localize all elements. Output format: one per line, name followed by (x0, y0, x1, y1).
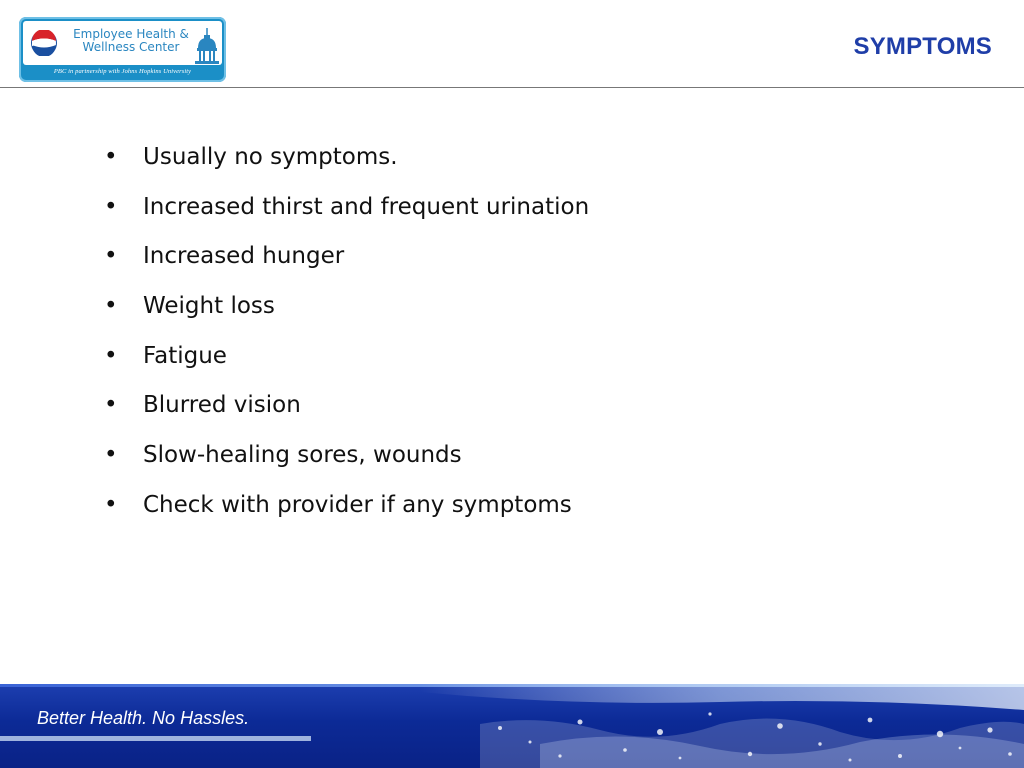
logo-name-line2: Wellness Center (82, 40, 180, 54)
slide-title: SYMPTOMS (853, 33, 992, 60)
logo-wordmark (71, 28, 191, 54)
list-item-text: Slow-healing sores, wounds (143, 442, 462, 469)
employee-health-logo (19, 17, 226, 82)
footer-tagline: Better Health. No Hassles. (37, 708, 250, 728)
logo-panel (23, 21, 222, 65)
list-item-text: Increased thirst and frequent urination (143, 193, 590, 220)
list-item (104, 438, 589, 488)
bullet-icon: • (104, 193, 118, 220)
pepsi-globe-icon (31, 30, 57, 56)
bullet-icon: • (104, 442, 118, 469)
bullet-icon: • (104, 392, 118, 419)
water-splash-graphic (420, 684, 1024, 768)
header-divider (0, 87, 1024, 88)
footer-tagline-underline (0, 736, 311, 741)
bullet-icon: • (104, 342, 118, 369)
list-item (104, 140, 589, 190)
logo-tagline: PBC in partnership with Johns Hopkins University (53, 68, 192, 75)
list-item-text: Fatigue (143, 342, 227, 369)
bullet-icon: • (104, 491, 118, 518)
bullet-icon: • (104, 144, 118, 170)
list-item-text: Blurred vision (143, 392, 301, 419)
logo-name-line1: Employee Health & (73, 27, 189, 41)
dome-building-icon (193, 26, 221, 64)
list-item (104, 339, 589, 389)
list-item (104, 239, 589, 289)
footer-band (0, 684, 1024, 768)
list-item (104, 388, 589, 438)
list-item (104, 190, 589, 240)
list-item (104, 488, 589, 538)
list-item-text: Weight loss (143, 293, 275, 320)
list-item-text: Usually no symptoms. (143, 144, 398, 170)
symptom-list (104, 140, 589, 538)
list-item-text: Increased hunger (143, 243, 345, 270)
list-item (104, 289, 589, 339)
bullet-icon: • (104, 243, 118, 270)
list-item-text: Check with provider if any symptoms (143, 491, 572, 518)
bullet-icon: • (104, 293, 118, 320)
